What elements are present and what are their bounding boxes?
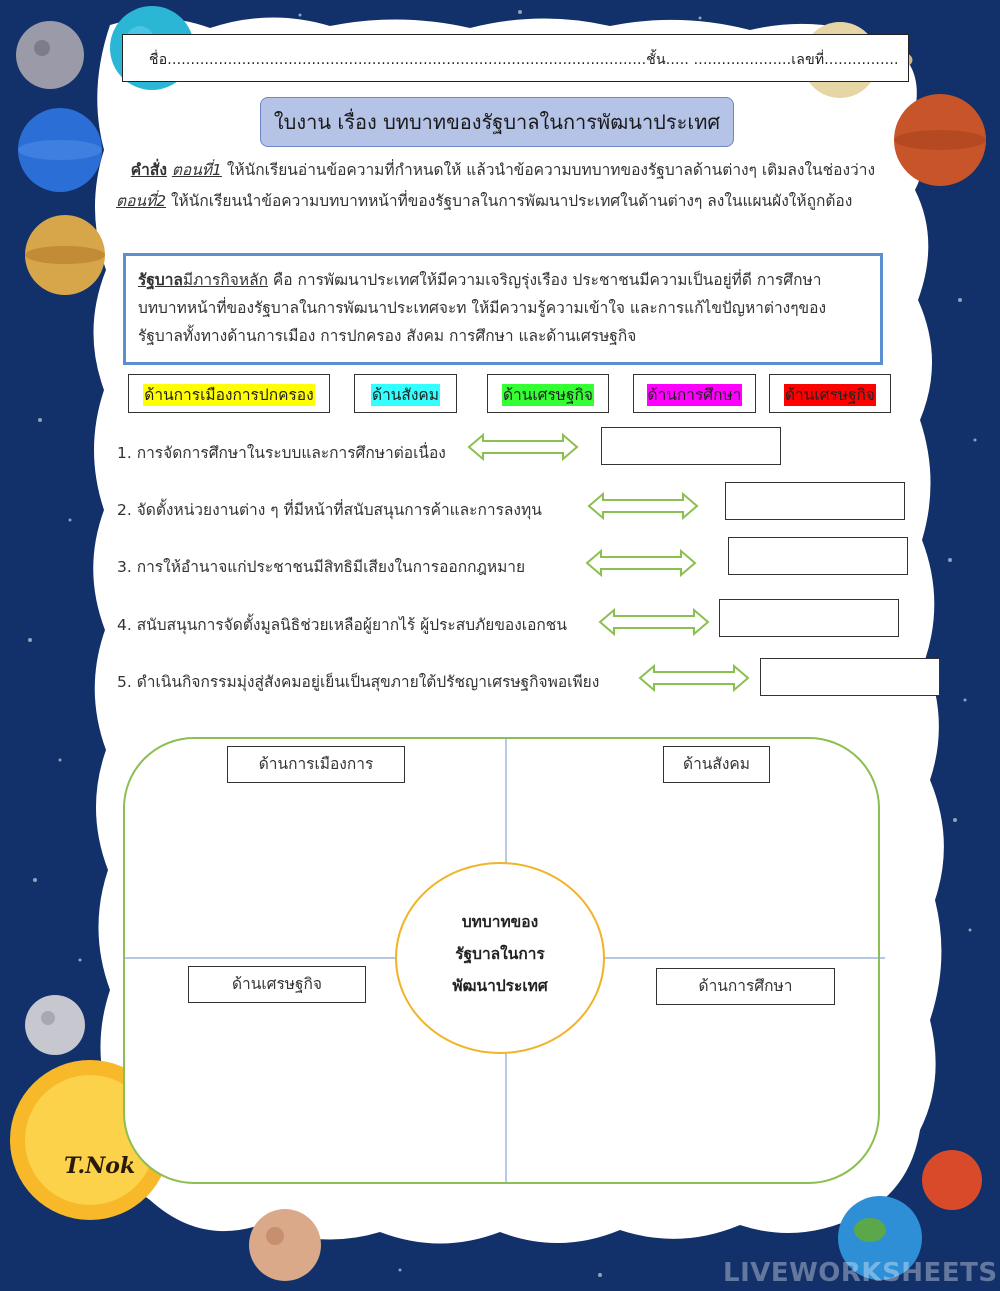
question-5: 5. ดำเนินกิจกรรมมุ่งสู่สังคมอยู่เย็นเป็นสุขภายใต้ปรัชญาเศรษฐกิจพอเพียง [117, 673, 600, 691]
instructions-label: คำสั่ง [130, 161, 167, 179]
question-1: 1. การจัดการศึกษาในระบบและการศึกษาต่อเนื่อง [117, 444, 446, 462]
quadrant-label-economy[interactable]: ด้านเศรษฐกิจ [188, 966, 366, 1003]
intro-text: คือ การพัฒนาประเทศให้มีความเจริญรุ่งเรือง ประชาชนมีความเป็นอยู่ที่ดี การศึกษา บทบาทหน้าที่ของรัฐบาลในการพัฒนาประเทศจะท ให้มีความรู้ความเข้าใจ และการแก้ไขปัญหาต่างๆของรัฐบาลทั้งทางด้านการเมือง การปกครอง สังคม การศึกษา และด้านเศรษฐกิจ [138, 271, 827, 345]
center-line-2: รัฐบาลในการ [455, 945, 545, 963]
watermark: LIVEWORKSHEETS [723, 1258, 998, 1288]
author-signature: T.Nok [64, 1153, 136, 1179]
part1-label: ตอนที่1 [171, 161, 222, 179]
category-label: ด้านเศรษฐกิจ [502, 386, 594, 404]
intro-underlined: มีภารกิจหลัก [182, 271, 268, 289]
center-title [440, 906, 560, 1002]
worksheet-title: ใบงาน เรื่อง บทบาทของรัฐบาลในการพัฒนาประเทศ [260, 97, 734, 147]
center-line-3: พัฒนาประเทศ [452, 977, 548, 995]
quadrant-label-education[interactable]: ด้านการศึกษา [656, 968, 835, 1005]
category-label: ด้านสังคม [372, 386, 439, 404]
question-4: 4. สนับสนุนการจัดตั้งมูลนิธิช่วยเหลือผู้ยากไร้ ผู้ประสบภัยของเอกชน [117, 616, 567, 634]
part2-text: ให้นักเรียนนำข้อความบทบาทหน้าที่ของรัฐบาลในการพัฒนาประเทศในด้านต่างๆ ลงในแผนผังให้ถูกต้อง [166, 192, 853, 210]
category-label: ด้านการศึกษา [647, 386, 742, 404]
quadrant-label-society[interactable]: ด้านสังคม [663, 746, 770, 783]
category-label: ด้านเศรษฐกิจ [784, 386, 876, 404]
part1-text: ให้นักเรียนอ่านข้อความที่กำหนดให้ แล้วนำข้อความบทบาทของรัฐบาลด้านต่างๆ เติมลงในช่องว่าง [221, 161, 876, 179]
question-3: 3. การให้อำนาจแก่ประชาชนมีสิทธิมีเสียงในการออกกฎหมาย [117, 558, 526, 576]
category-label: ด้านการเมืองการปกครอง [144, 386, 314, 404]
part2-label: ตอนที่2 [116, 192, 167, 210]
student-info-line: ชื่อ.......................................................................................................ชั้น..... .....................เลขที่................ [149, 52, 899, 68]
intro-bold: รัฐบาล [138, 271, 183, 289]
center-line-1: บทบาทของ [461, 913, 539, 931]
question-2: 2. จัดตั้งหน่วยงานต่าง ๆ ที่มีหน้าที่สนับสนุนการค้าและการลงทุน [117, 501, 542, 519]
quadrant-label-politics[interactable]: ด้านการเมืองการ [227, 746, 405, 783]
